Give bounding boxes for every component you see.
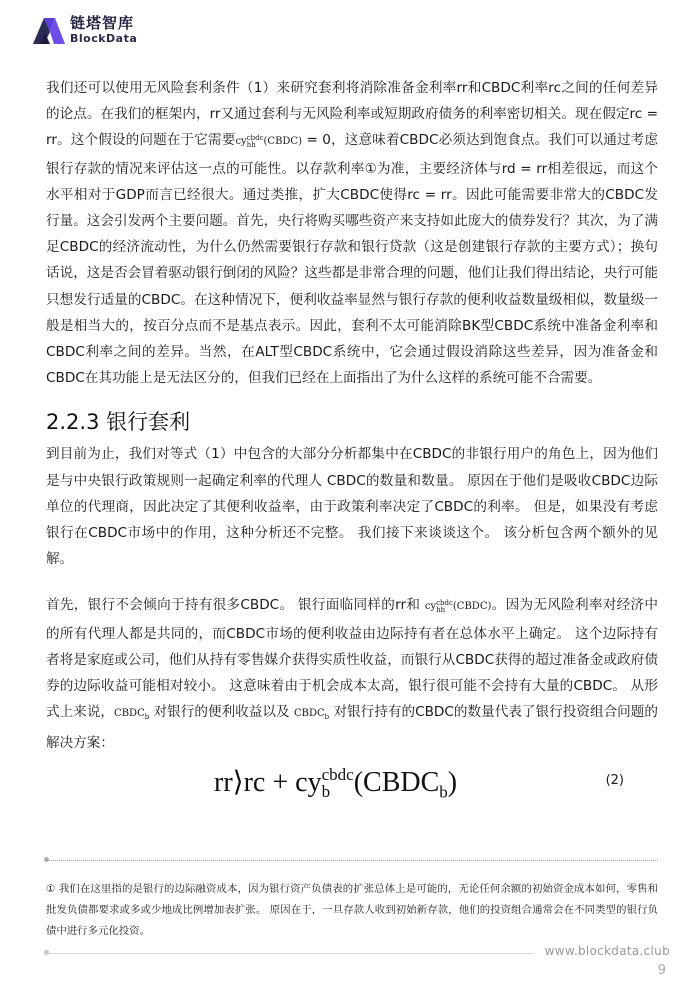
para3-text-2: 。因为无风险利率对经济中的所有代理人都是共同的，而CBDC市场的便利收益由边际持有者在总体水平上确定。 这个边际持有者将是家庭或公司，他们从持有零售媒介获得实质性收益，而银行从CBDC获得的超过准备金或政府债券的边际收益可能相对较小。 这意味着由于机会成本太高，银行很可能不会持有大量的CBDC。 从形式上来说， [46,597,658,721]
convenience-yield-formula-2: cy cbdc hh (CBDC) [424,599,492,615]
footnote-divider [46,860,658,861]
para1-text-2: = 0，这意味着CBDC必须达到饱食点。我们可以通过考虑银行存款的情况来评估这一点的可能性。以存款利率①为准，主要经济体与rd = rr相差很远，而这个水平相对于GDP而言已经很大。通过类推，扩大CBDC使得rc = rr。因此可能需要非常大的CBDC发行量。这会引发两个主要问题。首先，央行将购买哪些资产来支持如此庞大的债券发行？其次，为了满足CBDC的经济流动性，为什么仍然需要银行存款和银行贷款（这是创建银行存款的主要方式）；换句话说，这是否会冒着驱动银行倒闭的风险？这些都是非常合理的问题，他们让我们得出结论，央行可能只想发行适量的CBDC。在这种情况下，便利收益率显然与银行存款的便利收益数量级相似，数量级一般是相当大的，按百分点而不是基点表示。因此，套利不太可能消除BK型CBDC系统中准备金利率和CBDC利率之间的差异。当然，在ALT型CBDC系统中，它会通过假设消除这些差异，因为准备金和CBDC在其功能上是无法区分的，但我们已经在上面指出了为什么这样的系统可能不合需要。 [46,132,658,387]
para3-text-3: 对银行的便利收益以及 [149,704,294,721]
logo-en-text: BlockData [70,32,138,45]
para3-text-4: 对银行持有的CBDC的数量代表了银行投资组合问题的解决方案： [46,704,658,752]
section-heading: 2.2.3 银行套利 [46,410,191,435]
triangle-logo-icon [31,14,67,46]
footer-divider [46,953,534,954]
blockdata-logo [31,14,137,46]
paragraph-arbitrage-argument [46,75,658,391]
equation-number: (2) [605,772,624,788]
equation-body: rr⟩rc + cy cbdc b $(CBDC_b)$ [214,764,458,802]
cbdc-b-symbol-1: $CBDC_b$ [114,708,150,722]
main-content [46,75,658,813]
para3-text-1: 首先，银行不会倾向于持有很多CBDC。 银行面临同样的rr和 [46,597,425,614]
footer-url: www.blockdata.club [544,944,670,958]
logo-cn-text: 链塔智库 [70,14,135,32]
page-number: 9 [657,963,666,978]
cbdc-b-symbol-2: $CBDC_b$ [293,708,330,722]
paragraph-bank-arbitrage [46,592,658,756]
convenience-yield-formula: cy cbdc hh (CBDC) [235,134,302,150]
para1-text-1: 我们还可以使用无风险套利条件（1）来研究套利将消除准备金利率rr和CBDC利率rc之间的任何差异的论点。在我们的框架内，rr又通过套利与无风险利率或短期政府债务的利率密切相关。现在假定rc = rr。这个假设的问题在于它需要 [46,80,658,149]
equation-2 [46,761,658,813]
paragraph-bank-role: 到目前为止，我们对等式（1）中包含的大部分分析都集中在CBDC的非银行用户的角色上，因为他们是与中央银行政策规则一起确定利率的代理人 CBDC的数量和数量。 原因在于他们是吸收CBDC边际单位的代理商，因此决定了其便利收益率，由于政策利率决定了CBDC的利率。 但是，如果没有考虑银行在CBDC市场中的作用，这种分析还不完整。 我们接下来谈谈这个。 该分析包含两个额外的见解。 [46,446,658,568]
footnote-text: ① 我们在这里指的是银行的边际融资成本，因为银行资产负债表的扩张总体上是可能的，无论任何余额的初始资金成本如何，零售和批发负债都要求或多或少地成比例增加表扩张。 原因在于，一旦存款人收到初始新存款，他们的投资组合通常会在不同类型的银行负债中进行多元化投资。 [46,883,658,937]
